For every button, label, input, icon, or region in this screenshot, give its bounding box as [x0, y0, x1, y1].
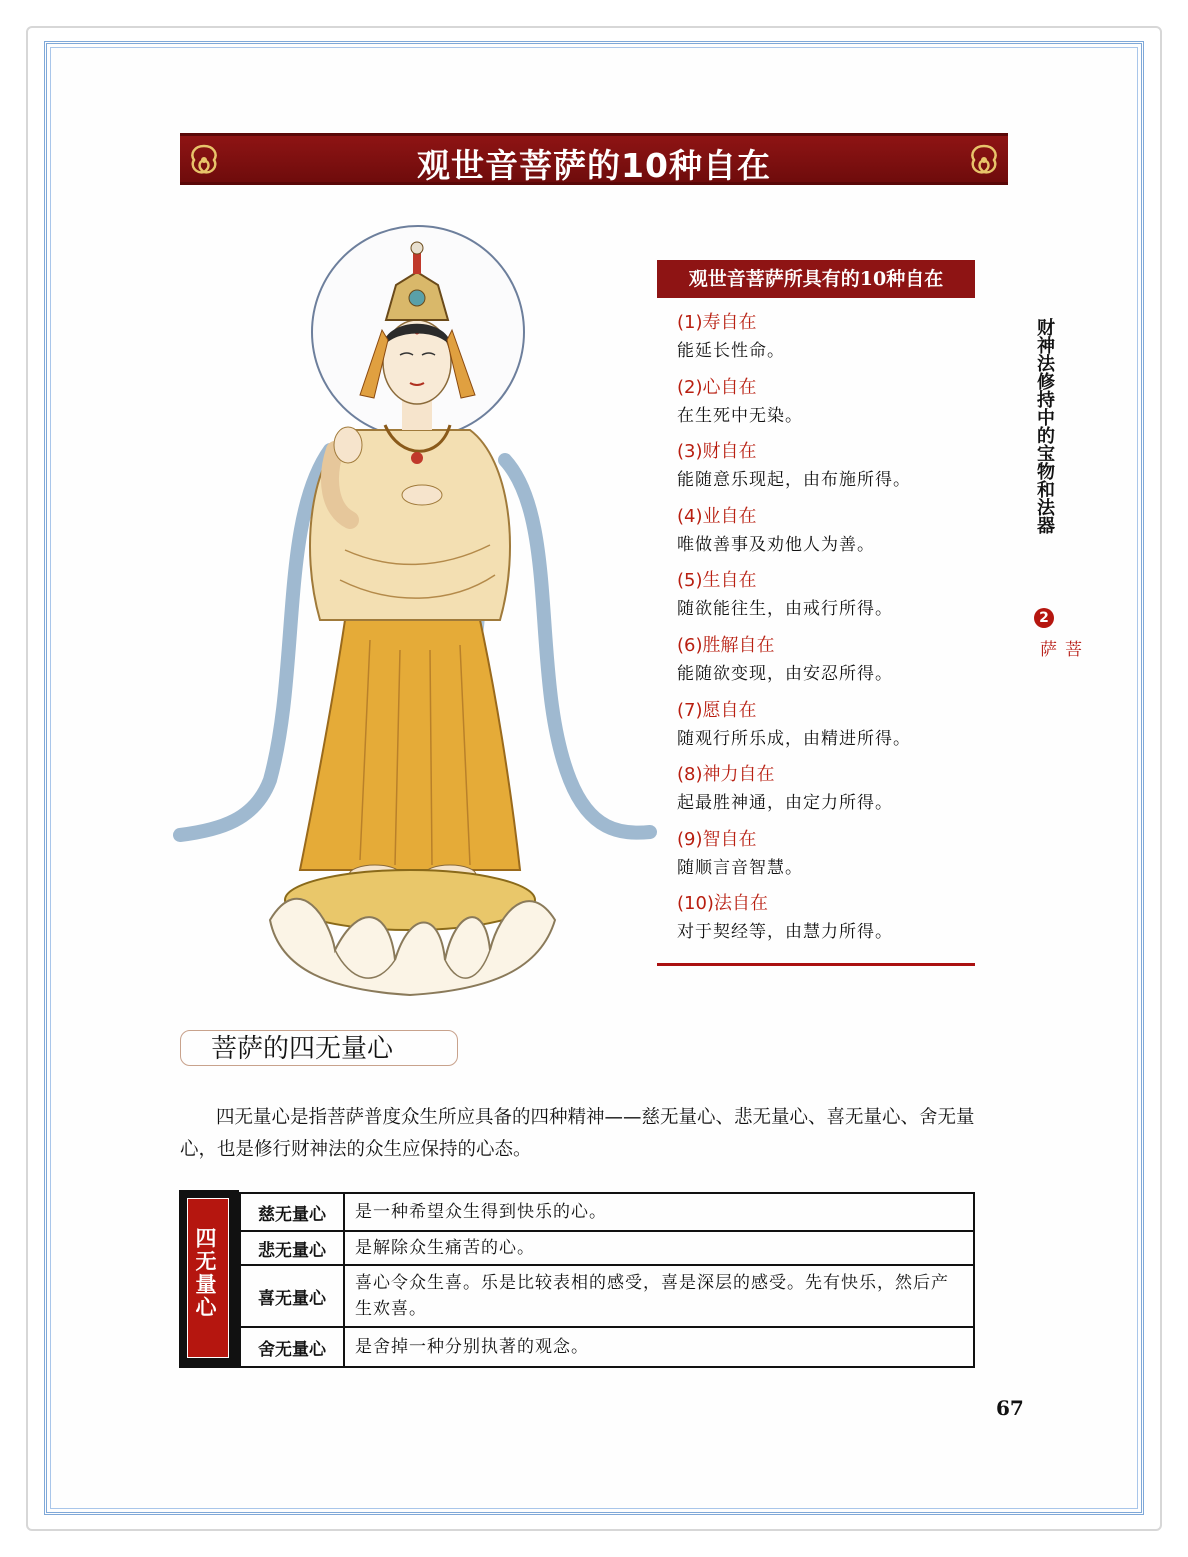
table-row: [241, 1194, 973, 1232]
row-value: 喜心令众生喜。乐是比较表相的感受，喜是深层的感受。先有快乐，然后产生欢喜。: [355, 1273, 949, 1319]
list-item: [677, 893, 977, 958]
table-body: [239, 1192, 975, 1368]
table-side-text: 四无量心: [193, 1227, 217, 1319]
row-key: 悲无量心: [241, 1232, 345, 1264]
table-row: [241, 1232, 973, 1266]
row-value: 是一种希望众生得到快乐的心。: [355, 1202, 607, 1222]
guanyin-illustration: [160, 220, 660, 1005]
intro-paragraph: [180, 1102, 980, 1166]
list-divider: [657, 963, 975, 966]
list-item: [677, 506, 977, 571]
list-item: [677, 764, 977, 829]
title-banner: [180, 133, 1008, 185]
item-title: (3)财自在: [677, 441, 757, 463]
item-title: (6)胜解自在: [677, 634, 775, 656]
list-item: [677, 312, 977, 377]
list-header: 观世音菩萨所具有的10种自在: [657, 260, 975, 298]
cloud-ornament-icon: [964, 140, 1004, 180]
table-side-box: [187, 1198, 229, 1358]
item-title: (4)业自在: [677, 505, 757, 527]
item-title: (7)愿自在: [677, 699, 757, 721]
list-item: [677, 570, 977, 635]
row-key: 舍无量心: [241, 1328, 345, 1366]
item-title: (5)生自在: [677, 570, 757, 592]
list-item: [677, 829, 977, 894]
item-desc: 对于契经等，由慧力所得。: [677, 922, 893, 943]
item-desc: 在生死中无染。: [677, 405, 803, 426]
list-item: [677, 377, 977, 442]
row-value: 是解除众生痛苦的心。: [355, 1238, 535, 1258]
section-heading: [180, 1030, 458, 1066]
page-title: 观世音菩萨的10种自在: [417, 146, 771, 185]
item-desc: 随观行所乐成，由精进所得。: [677, 728, 911, 749]
item-desc: 唯做善事及劝他人为善。: [677, 534, 875, 555]
item-desc: 能随欲变现，由安忍所得。: [677, 663, 893, 684]
item-desc: 随顺言音智慧。: [677, 857, 803, 878]
item-desc: 随欲能往生，由戒行所得。: [677, 599, 893, 620]
four-immeasurables-table: [179, 1190, 975, 1368]
table-side-label: [179, 1190, 239, 1368]
list-item: [677, 441, 977, 506]
item-title: (9)智自在: [677, 828, 757, 850]
row-key: 喜无量心: [241, 1266, 345, 1326]
list-item: [677, 700, 977, 765]
chapter-side-tab: [1031, 318, 1081, 657]
item-title: (1)寿自在: [677, 312, 757, 333]
page-number: 67: [996, 1396, 1024, 1420]
item-title: (8)神力自在: [677, 764, 775, 786]
list-item: [677, 635, 977, 700]
chapter-subtitle: 菩萨: [1036, 640, 1081, 657]
section-heading-text: 菩萨的四无量心: [211, 1034, 394, 1064]
item-title: (10)法自在: [677, 893, 768, 915]
row-key: 慈无量心: [241, 1194, 345, 1230]
paragraph-text: 四无量心是指菩萨普度众生所应具备的四种精神——慈无量心、悲无量心、喜无量心、舍无量心，也是修行财神法的众生应保持的心态。: [180, 1107, 975, 1160]
chapter-title: 财神法修持中的宝物和法器: [1034, 318, 1055, 534]
row-value: 是舍掉一种分别执著的观念。: [355, 1337, 589, 1357]
item-title: (2)心自在: [677, 376, 757, 398]
item-desc: 能随意乐现起，由布施所得。: [677, 470, 911, 491]
table-row: [241, 1266, 973, 1328]
table-row: [241, 1328, 973, 1366]
ten-freedoms-list: [677, 312, 977, 958]
chapter-number: 2: [1034, 608, 1054, 628]
item-desc: 起最胜神通，由定力所得。: [677, 793, 893, 814]
item-desc: 能延长性命。: [677, 341, 785, 361]
